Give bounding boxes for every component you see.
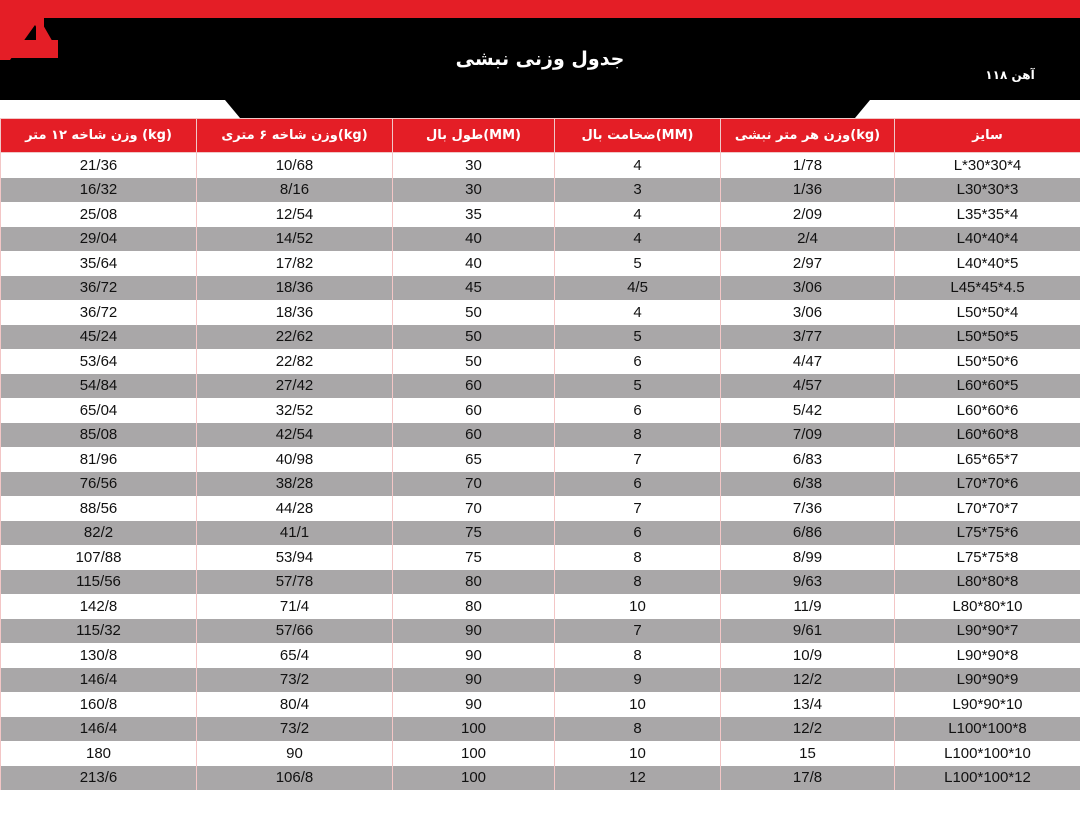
table-cell: 70 xyxy=(393,496,555,521)
table-row xyxy=(1,423,1080,448)
table-cell: 5 xyxy=(555,251,721,276)
table-cell: 30 xyxy=(393,178,555,203)
table-cell: 18/36 xyxy=(197,300,393,325)
table-cell: L75*75*6 xyxy=(895,521,1080,546)
table-row xyxy=(1,692,1080,717)
table-cell: L100*100*8 xyxy=(895,717,1080,742)
table-cell: 7 xyxy=(555,496,721,521)
table-row xyxy=(1,717,1080,742)
table-cell: 100 xyxy=(393,741,555,766)
table-cell: 70 xyxy=(393,472,555,497)
table-cell: L75*75*8 xyxy=(895,545,1080,570)
table-row xyxy=(1,227,1080,252)
table-row xyxy=(1,398,1080,423)
table-cell: 2/09 xyxy=(721,202,895,227)
table-cell: L40*40*4 xyxy=(895,227,1080,252)
table-row xyxy=(1,545,1080,570)
table-cell: L90*90*7 xyxy=(895,619,1080,644)
table-cell: 100 xyxy=(393,766,555,791)
table-cell: L35*35*4 xyxy=(895,202,1080,227)
table-cell: 10 xyxy=(555,741,721,766)
table-cell: 142/8 xyxy=(1,594,197,619)
table-cell: L60*60*8 xyxy=(895,423,1080,448)
logo-icon xyxy=(0,0,62,60)
table-cell: 50 xyxy=(393,349,555,374)
table-cell: L70*70*6 xyxy=(895,472,1080,497)
table-row xyxy=(1,619,1080,644)
table-cell: 180 xyxy=(1,741,197,766)
table-cell: 4 xyxy=(555,227,721,252)
table-cell: 3/06 xyxy=(721,276,895,301)
table-cell: L80*80*10 xyxy=(895,594,1080,619)
table-cell: 71/4 xyxy=(197,594,393,619)
table-cell: 18/36 xyxy=(197,276,393,301)
table-cell: 85/08 xyxy=(1,423,197,448)
header-banner xyxy=(0,0,1080,118)
table-cell: 60 xyxy=(393,398,555,423)
table-cell: L90*90*8 xyxy=(895,643,1080,668)
table-cell: 32/52 xyxy=(197,398,393,423)
table-row xyxy=(1,251,1080,276)
table-row xyxy=(1,374,1080,399)
table-cell: 115/56 xyxy=(1,570,197,595)
weight-table xyxy=(0,118,1080,790)
table-cell: 17/8 xyxy=(721,766,895,791)
table-cell: 4 xyxy=(555,153,721,178)
table-row xyxy=(1,668,1080,693)
table-cell: 4 xyxy=(555,300,721,325)
table-cell: L45*45*4.5 xyxy=(895,276,1080,301)
table-row xyxy=(1,178,1080,203)
table-cell: 57/78 xyxy=(197,570,393,595)
logo-text: آهن ۱۱۸ xyxy=(985,68,1035,82)
table-row xyxy=(1,643,1080,668)
table-cell: 7 xyxy=(555,619,721,644)
table-cell: 53/64 xyxy=(1,349,197,374)
table-cell: 65 xyxy=(393,447,555,472)
table-cell: 54/84 xyxy=(1,374,197,399)
table-row xyxy=(1,153,1080,178)
table-cell: 130/8 xyxy=(1,643,197,668)
table-cell: 12/2 xyxy=(721,668,895,693)
table-cell: 12/54 xyxy=(197,202,393,227)
table-cell: 3 xyxy=(555,178,721,203)
table-cell: 82/2 xyxy=(1,521,197,546)
table-cell: 80 xyxy=(393,594,555,619)
table-cell: L100*100*10 xyxy=(895,741,1080,766)
table-cell: L*30*30*4 xyxy=(895,153,1080,178)
table-cell: 65/4 xyxy=(197,643,393,668)
table-cell: 65/04 xyxy=(1,398,197,423)
table-cell: 1/36 xyxy=(721,178,895,203)
table-cell: 35/64 xyxy=(1,251,197,276)
table-cell: 6/86 xyxy=(721,521,895,546)
table-row xyxy=(1,202,1080,227)
table-cell: 3/77 xyxy=(721,325,895,350)
table-cell: 160/8 xyxy=(1,692,197,717)
table-row xyxy=(1,276,1080,301)
table-cell: 6/83 xyxy=(721,447,895,472)
table-cell: 60 xyxy=(393,374,555,399)
table-cell: 2/97 xyxy=(721,251,895,276)
table-cell: 5 xyxy=(555,374,721,399)
table-cell: 90 xyxy=(393,619,555,644)
table-cell: L40*40*5 xyxy=(895,251,1080,276)
table-cell: 4 xyxy=(555,202,721,227)
table-cell: 57/66 xyxy=(197,619,393,644)
table-cell: 8 xyxy=(555,643,721,668)
table-cell: 36/72 xyxy=(1,300,197,325)
table-cell: 106/8 xyxy=(197,766,393,791)
table-cell: 88/56 xyxy=(1,496,197,521)
table-cell: 6 xyxy=(555,521,721,546)
table-cell: L60*60*6 xyxy=(895,398,1080,423)
table-row xyxy=(1,300,1080,325)
table-cell: 146/4 xyxy=(1,717,197,742)
table-cell: 6 xyxy=(555,349,721,374)
table-cell: 100 xyxy=(393,717,555,742)
table-cell: 5 xyxy=(555,325,721,350)
table-cell: 27/42 xyxy=(197,374,393,399)
table-cell: L60*60*5 xyxy=(895,374,1080,399)
table-cell: 40 xyxy=(393,227,555,252)
table-cell: L65*65*7 xyxy=(895,447,1080,472)
table-cell: 115/32 xyxy=(1,619,197,644)
table-cell: 6/38 xyxy=(721,472,895,497)
table-cell: 7/09 xyxy=(721,423,895,448)
table-row xyxy=(1,349,1080,374)
table-cell: 22/82 xyxy=(197,349,393,374)
table-cell: 7 xyxy=(555,447,721,472)
table-cell: 16/32 xyxy=(1,178,197,203)
table-row xyxy=(1,521,1080,546)
column-header: ضخامت بال(MM) xyxy=(555,119,721,153)
table-cell: 8 xyxy=(555,717,721,742)
table-cell: 3/06 xyxy=(721,300,895,325)
table-cell: 73/2 xyxy=(197,668,393,693)
column-header: طول بال(MM) xyxy=(393,119,555,153)
table-row xyxy=(1,741,1080,766)
table-cell: 7/36 xyxy=(721,496,895,521)
table-row xyxy=(1,570,1080,595)
table-cell: 8/99 xyxy=(721,545,895,570)
table-cell: 50 xyxy=(393,325,555,350)
table-cell: 8 xyxy=(555,423,721,448)
table-cell: 4/47 xyxy=(721,349,895,374)
table-cell: L70*70*7 xyxy=(895,496,1080,521)
table-cell: 90 xyxy=(197,741,393,766)
table-cell: 8 xyxy=(555,545,721,570)
table-cell: 10 xyxy=(555,594,721,619)
table-cell: 107/88 xyxy=(1,545,197,570)
table-cell: 35 xyxy=(393,202,555,227)
table-cell: 8/16 xyxy=(197,178,393,203)
table-cell: 80/4 xyxy=(197,692,393,717)
table-cell: 6 xyxy=(555,472,721,497)
table-cell: 9/61 xyxy=(721,619,895,644)
table-cell: 75 xyxy=(393,521,555,546)
table-row xyxy=(1,496,1080,521)
table-cell: 44/28 xyxy=(197,496,393,521)
phone-number: ۰۲۱-۵۴۴۷۳ xyxy=(86,98,166,116)
table-cell: 10/68 xyxy=(197,153,393,178)
table-cell: L50*50*4 xyxy=(895,300,1080,325)
page-title: جدول وزنی نبشی xyxy=(455,48,625,70)
table-cell: 29/04 xyxy=(1,227,197,252)
table-row xyxy=(1,594,1080,619)
table-cell: 41/1 xyxy=(197,521,393,546)
table-cell: 45 xyxy=(393,276,555,301)
table-cell: L50*50*6 xyxy=(895,349,1080,374)
table-cell: 12/2 xyxy=(721,717,895,742)
table-cell: 213/6 xyxy=(1,766,197,791)
table-cell: 42/54 xyxy=(197,423,393,448)
table-cell: 10 xyxy=(555,692,721,717)
table-cell: 40 xyxy=(393,251,555,276)
table-cell: L100*100*12 xyxy=(895,766,1080,791)
table-cell: 4/57 xyxy=(721,374,895,399)
table-cell: 12 xyxy=(555,766,721,791)
table-cell: 75 xyxy=(393,545,555,570)
table-cell: 17/82 xyxy=(197,251,393,276)
table-cell: 38/28 xyxy=(197,472,393,497)
table-cell: 9 xyxy=(555,668,721,693)
column-header: وزن هر متر نبشی(kg) xyxy=(721,119,895,153)
table-cell: L80*80*8 xyxy=(895,570,1080,595)
table-cell: 1/78 xyxy=(721,153,895,178)
table-cell: 11/9 xyxy=(721,594,895,619)
table-cell: 2/4 xyxy=(721,227,895,252)
table-cell: 8 xyxy=(555,570,721,595)
table-cell: 50 xyxy=(393,300,555,325)
table-cell: 13/4 xyxy=(721,692,895,717)
table-cell: 14/52 xyxy=(197,227,393,252)
table-cell: L90*90*9 xyxy=(895,668,1080,693)
table-cell: L90*90*10 xyxy=(895,692,1080,717)
table-row xyxy=(1,472,1080,497)
table-cell: 15 xyxy=(721,741,895,766)
table-cell: L50*50*5 xyxy=(895,325,1080,350)
table-cell: 146/4 xyxy=(1,668,197,693)
table-row xyxy=(1,447,1080,472)
table-cell: 80 xyxy=(393,570,555,595)
table-cell: 90 xyxy=(393,692,555,717)
table-cell: 81/96 xyxy=(1,447,197,472)
table-cell: 21/36 xyxy=(1,153,197,178)
column-header: وزن شاخه ۱۲ متر (kg) xyxy=(1,119,197,153)
table-cell: 53/94 xyxy=(197,545,393,570)
table-cell: L30*30*3 xyxy=(895,178,1080,203)
column-header: وزن شاخه ۶ متری(kg) xyxy=(197,119,393,153)
table-row xyxy=(1,766,1080,791)
table-cell: 90 xyxy=(393,643,555,668)
table-row xyxy=(1,325,1080,350)
table-header-row xyxy=(1,119,1080,153)
table-cell: 30 xyxy=(393,153,555,178)
table-cell: 5/42 xyxy=(721,398,895,423)
table-cell: 22/62 xyxy=(197,325,393,350)
table-cell: 90 xyxy=(393,668,555,693)
table-cell: 25/08 xyxy=(1,202,197,227)
table-cell: 10/9 xyxy=(721,643,895,668)
column-header: سایز xyxy=(895,119,1080,153)
table-cell: 6 xyxy=(555,398,721,423)
table-cell: 73/2 xyxy=(197,717,393,742)
table-cell: 4/5 xyxy=(555,276,721,301)
table-cell: 40/98 xyxy=(197,447,393,472)
table-cell: 60 xyxy=(393,423,555,448)
table-cell: 45/24 xyxy=(1,325,197,350)
table-cell: 9/63 xyxy=(721,570,895,595)
table-cell: 76/56 xyxy=(1,472,197,497)
table-cell: 36/72 xyxy=(1,276,197,301)
